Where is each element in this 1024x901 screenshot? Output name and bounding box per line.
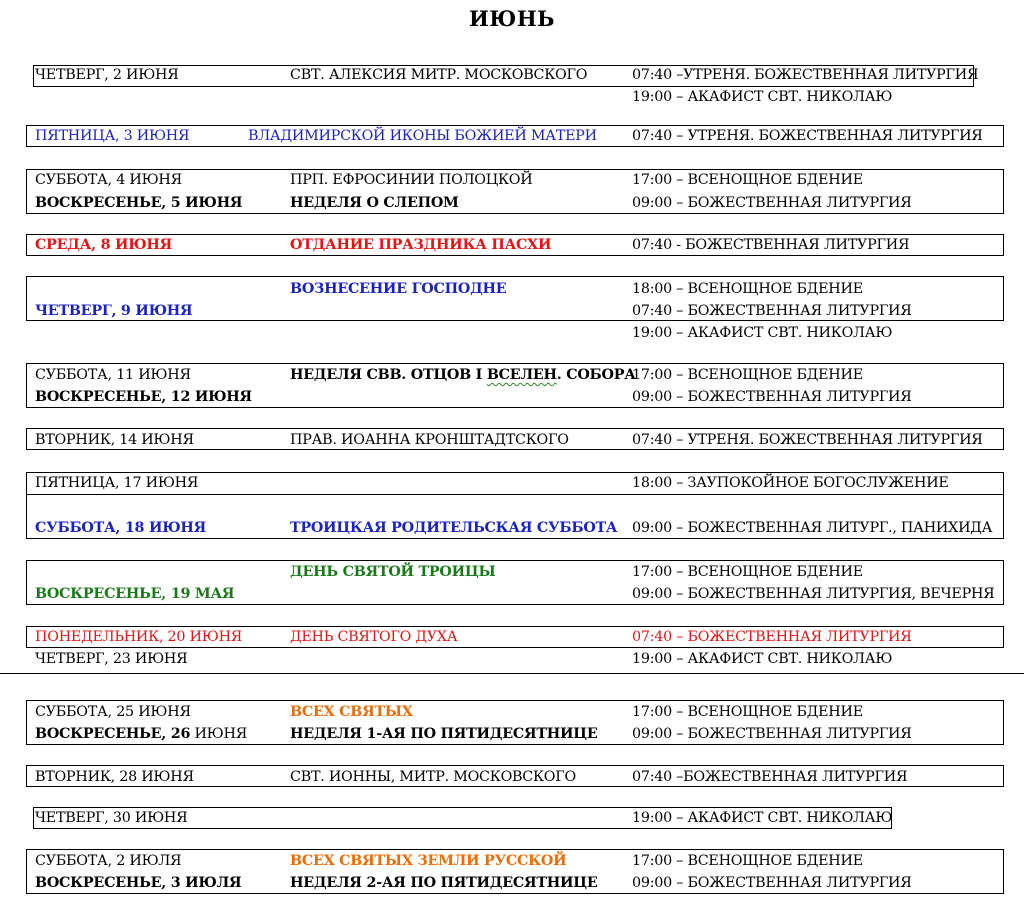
date-jun17: ПЯТНИЦА, 17 ИЮНЯ <box>35 475 199 491</box>
feast-jun5: НЕДЕЛЯ О СЛЕПОМ <box>290 195 459 211</box>
service-jun18-1: 09:00 – БОЖЕСТВЕННАЯ ЛИТУРГ., ПАНИХИДА <box>632 520 993 536</box>
page-divider-rule <box>0 673 1024 674</box>
service-jun30-1: 19:00 – АКАФИСТ СВТ. НИКОЛАЮ <box>632 810 893 826</box>
feast-jul2: ВСЕХ СВЯТЫХ ЗЕМЛИ РУССКОЙ <box>290 853 567 869</box>
date-jun2: ЧЕТВЕРГ, 2 ИЮНЯ <box>35 67 179 83</box>
feast-jun2: СВТ. АЛЕКСИЯ МИТР. МОСКОВСКОГО <box>290 67 588 83</box>
date-jun8: СРЕДА, 8 ИЮНЯ <box>35 237 173 253</box>
feast-jun28: СВТ. ИОННЫ, МИТР. МОСКОВСКОГО <box>290 769 576 785</box>
feast-jul3: НЕДЕЛЯ 2-АЯ ПО ПЯТИДЕСЯТНИЦЕ <box>290 875 598 891</box>
service-jun17-1: 18:00 – ЗАУПОКОЙНОЕ БОГОСЛУЖЕНИЕ <box>632 475 949 491</box>
service-jun9-1: 07:40 – БОЖЕСТВЕННАЯ ЛИТУРГИЯ <box>632 303 912 319</box>
service-jun8-1: 07:40 - БОЖЕСТВЕННАЯ ЛИТУРГИЯ <box>632 237 910 253</box>
feast-ascension: ВОЗНЕСЕНИЕ ГОСПОДНЕ <box>290 281 507 297</box>
service-jun11-1: 17:00 – ВСЕНОЩНОЕ БДЕНИЕ <box>632 367 863 383</box>
feast-jun8: ОТДАНИЕ ПРАЗДНИКА ПАСХИ <box>290 237 552 253</box>
date-jun26-part1: ВОСКРЕСЕНЬЕ, 26 <box>35 726 191 742</box>
service-jun20-1: 07:40 – БОЖЕСТВЕННАЯ ЛИТУРГИЯ <box>632 629 912 645</box>
service-jun2-1: 07:40 –УТРЕНЯ. БОЖЕСТВЕННАЯ ЛИТУРГИЯ <box>632 67 979 83</box>
feast-jun26: НЕДЕЛЯ 1-АЯ ПО ПЯТИДЕСЯТНИЦЕ <box>290 726 598 742</box>
feast-jun14: ПРАВ. ИОАННА КРОНШТАДТСКОГО <box>290 432 569 448</box>
date-jun4: СУББОТА, 4 ИЮНЯ <box>35 172 182 188</box>
date-jun25: СУББОТА, 25 ИЮНЯ <box>35 704 191 720</box>
service-trinity-1: 17:00 – ВСЕНОЩНОЕ БДЕНИЕ <box>632 564 863 580</box>
date-jul2: СУББОТА, 2 ИЮЛЯ <box>35 853 182 869</box>
service-jul3-1: 09:00 – БОЖЕСТВЕННАЯ ЛИТУРГИЯ <box>632 875 912 891</box>
date-jun26 <box>35 725 247 743</box>
service-ascension-1: 18:00 – ВСЕНОЩНОЕ БДЕНИЕ <box>632 281 863 297</box>
feast-jun11-part1: НЕДЕЛЯ СВВ. ОТЦОВ I <box>290 367 487 383</box>
date-jun14: ВТОРНИК, 14 ИЮНЯ <box>35 432 194 448</box>
service-jun23-1: 19:00 – АКАФИСТ СВТ. НИКОЛАЮ <box>632 651 893 667</box>
feast-jun3: ВЛАДИМИРСКОЙ ИКОНЫ БОЖИЕЙ МАТЕРИ <box>248 128 597 144</box>
service-jun28-1: 07:40 –БОЖЕСТВЕННАЯ ЛИТУРГИЯ <box>632 769 908 785</box>
service-jun4-1: 17:00 – ВСЕНОЩНОЕ БДЕНИЕ <box>632 172 863 188</box>
date-jun12: ВОСКРЕСЕНЬЕ, 12 ИЮНЯ <box>35 389 252 405</box>
service-jun2-2: 19:00 – АКАФИСТ СВТ. НИКОЛАЮ <box>632 89 893 105</box>
service-jun25-1: 17:00 – ВСЕНОЩНОЕ БДЕНИЕ <box>632 704 863 720</box>
feast-jun25: ВСЕХ СВЯТЫХ <box>290 704 413 720</box>
service-jun12-1: 09:00 – БОЖЕСТВЕННАЯ ЛИТУРГИЯ <box>632 389 912 405</box>
date-jun9: ЧЕТВЕРГ, 9 ИЮНЯ <box>35 303 193 319</box>
service-jun26-1: 09:00 – БОЖЕСТВЕННАЯ ЛИТУРГИЯ <box>632 726 912 742</box>
page-title: ИЮНЬ <box>468 6 556 31</box>
service-jun9-2: 19:00 – АКАФИСТ СВТ. НИКОЛАЮ <box>632 325 893 341</box>
date-jun20: ПОНЕДЕЛЬНИК, 20 ИЮНЯ <box>35 629 243 645</box>
date-jun19: ВОСКРЕСЕНЬЕ, 19 МАЯ <box>35 586 235 602</box>
feast-jun11-part3: . СОБОРА <box>556 367 636 383</box>
service-jun5-1: 09:00 – БОЖЕСТВЕННАЯ ЛИТУРГИЯ <box>632 195 912 211</box>
date-jun28: ВТОРНИК, 28 ИЮНЯ <box>35 769 194 785</box>
feast-jun4: ПРП. ЕФРОСИНИИ ПОЛОЦКОЙ <box>290 172 533 188</box>
date-jun11: СУББОТА, 11 ИЮНЯ <box>35 367 191 383</box>
feast-jun20: ДЕНЬ СВЯТОГО ДУХА <box>290 629 458 645</box>
service-jun19-1: 09:00 – БОЖЕСТВЕННАЯ ЛИТУРГИЯ, ВЕЧЕРНЯ <box>632 586 995 602</box>
feast-jun11-part2: ВСЕЛЕН <box>486 367 557 383</box>
service-jul2-1: 17:00 – ВСЕНОЩНОЕ БДЕНИЕ <box>632 853 863 869</box>
feast-jun11 <box>290 366 636 384</box>
date-jun26-part2: ИЮНЯ <box>190 726 247 742</box>
divider-jun17-18 <box>26 494 1004 495</box>
service-jun14-1: 07:40 – УТРЕНЯ. БОЖЕСТВЕННАЯ ЛИТУРГИЯ <box>632 432 983 448</box>
date-jun5: ВОСКРЕСЕНЬЕ, 5 ИЮНЯ <box>35 195 243 211</box>
date-jun30: ЧЕТВЕРГ, 30 ИЮНЯ <box>35 810 188 826</box>
date-jun23: ЧЕТВЕРГ, 23 ИЮНЯ <box>35 651 188 667</box>
date-jun3: ПЯТНИЦА, 3 ИЮНЯ <box>35 128 190 144</box>
feast-trinity: ДЕНЬ СВЯТОЙ ТРОИЦЫ <box>290 564 496 580</box>
service-jun3-1: 07:40 – УТРЕНЯ. БОЖЕСТВЕННАЯ ЛИТУРГИЯ <box>632 128 983 144</box>
feast-jun18: ТРОИЦКАЯ РОДИТЕЛЬСКАЯ СУББОТА <box>290 520 618 536</box>
date-jun18: СУББОТА, 18 ИЮНЯ <box>35 520 207 536</box>
date-jul3: ВОСКРЕСЕНЬЕ, 3 ИЮЛЯ <box>35 875 242 891</box>
